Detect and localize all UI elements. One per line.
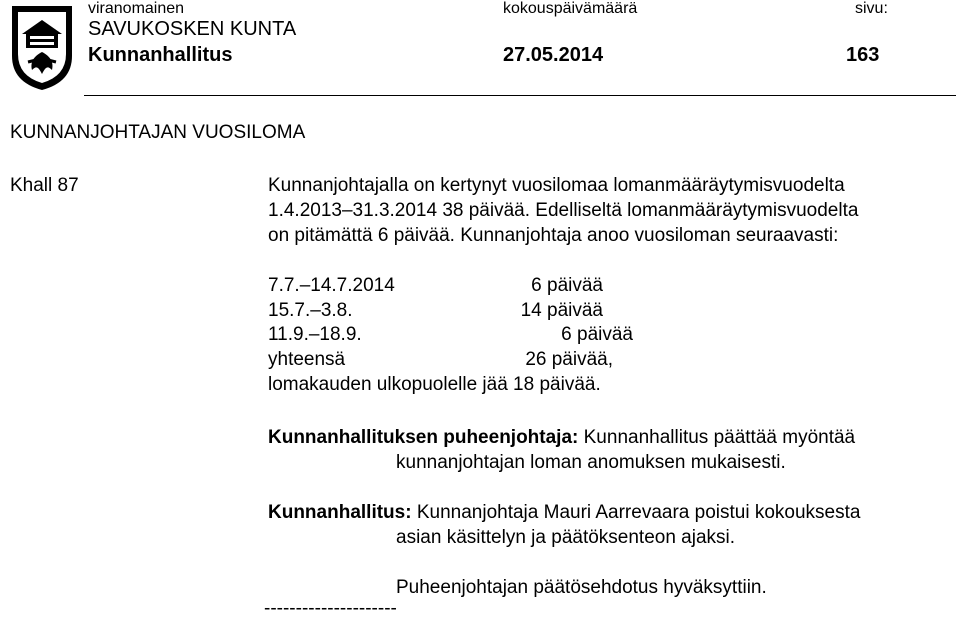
leave-total-label: yhteensä [268, 349, 346, 370]
page-number: 163 [846, 44, 880, 66]
header-author-label: viranomainen [88, 0, 185, 17]
board-decision-label: Kunnanhallitus: [268, 502, 412, 523]
section-reference: Khall 87 [10, 175, 79, 196]
chair-proposal-text: Kunnanhallitus päättää myöntää [578, 427, 856, 448]
chair-proposal-line-1 [268, 427, 855, 449]
intro-line-3: on pitämättä 6 päivää. Kunnanjohtaja anoo vuosiloman seuraavasti: [268, 225, 839, 246]
header-date-label: kokouspäivämäärä [503, 0, 638, 17]
intro-line-2: 1.4.2013–31.3.2014 38 päivää. Edelliseltä lomanmääräytymisvuodelta [268, 200, 859, 221]
municipal-coat-of-arms-icon [10, 4, 74, 92]
leave-days-1: 6 päivää [531, 275, 603, 296]
document-title: KUNNANJOHTAJAN VUOSILOMA [10, 122, 306, 143]
authority-name: Kunnanhallitus [88, 44, 233, 66]
leave-days-3: 6 päivää [561, 324, 633, 345]
municipality-name: SAVUKOSKEN KUNTA [88, 18, 297, 40]
intro-line-1: Kunnanjohtajalla on kertynyt vuosilomaa lomanmääräytymisvuodelta [268, 175, 845, 196]
leave-period-2: 15.7.–3.8. [268, 300, 353, 321]
chair-proposal-line-2: kunnanjohtajan loman anomuksen mukaisesti. [396, 452, 786, 473]
outside-season-note: lomakauden ulkopuolelle jää 18 päivää. [268, 374, 601, 395]
chair-proposal-label: Kunnanhallituksen puheenjohtaja: [268, 427, 579, 448]
board-decision-line-2: asian käsittelyn ja päätöksenteon ajaksi. [396, 527, 736, 548]
leave-period-1: 7.7.–14.7.2014 [268, 275, 395, 296]
leave-total-days: 26 päivää, [525, 349, 613, 370]
board-decision-line-1 [268, 502, 860, 524]
header-page-label: sivu: [855, 0, 888, 17]
leave-days-2: 14 päivää [520, 300, 603, 321]
header-divider [84, 95, 956, 96]
separator-dashes: --------------------- [264, 598, 397, 619]
leave-period-3: 11.9.–18.9. [268, 324, 362, 345]
meeting-date: 27.05.2014 [503, 44, 604, 66]
board-decision-line-3: Puheenjohtajan päätösehdotus hyväksyttiin. [396, 577, 767, 598]
board-decision-text: Kunnanjohtaja Mauri Aarrevaara poistui kokouksesta [411, 502, 861, 523]
